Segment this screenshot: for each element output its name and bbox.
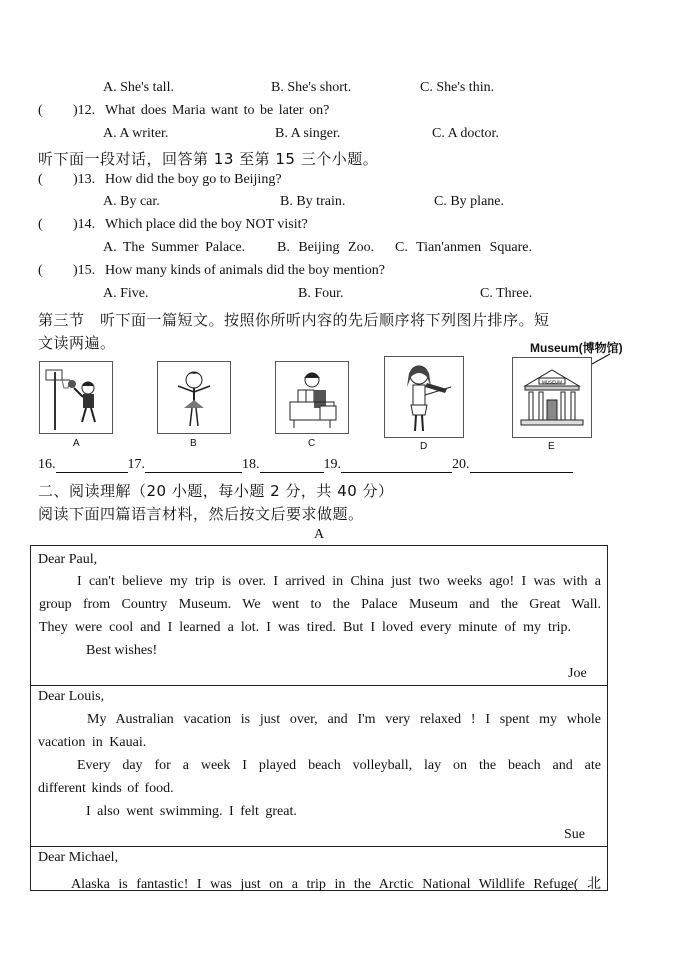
q14-option-c: C. Tian'anmen Square. xyxy=(395,240,532,255)
picture-d-label: D xyxy=(420,441,428,452)
blank-20-label: 20. xyxy=(452,457,470,472)
q11-option-b: B. She's short. xyxy=(271,80,352,95)
instruction-13-15: 听下面一段对话，回答第 13 至第 15 三个小题。 xyxy=(38,150,379,168)
blank-18-label: 18. xyxy=(242,457,260,472)
q12-paren-open: ( xyxy=(38,103,43,118)
picture-a-label: A xyxy=(73,438,80,449)
q15-option-c: C. Three. xyxy=(480,286,533,301)
letter1-closing: Best wishes! xyxy=(86,643,158,658)
q12-number: )12. xyxy=(73,103,96,118)
q14-paren-open: ( xyxy=(38,217,43,232)
q13-paren-open: ( xyxy=(38,172,43,187)
letter1-line1: I can't believe my trip is over. I arrived in China just two weeks ago! I was with a xyxy=(77,574,601,589)
q15-text: How many kinds of animals did the boy mention? xyxy=(105,263,385,278)
blank-19[interactable] xyxy=(341,458,452,473)
museum-sign-text: MUSEUM xyxy=(542,379,562,385)
letter2-greeting: Dear Louis, xyxy=(38,689,105,704)
q11-option-a: A. She's tall. xyxy=(103,80,174,95)
blank-19-label: 19. xyxy=(323,457,341,472)
letter1-line2: group from Country Museum. We went to the Palace Museum and the Great Wall. xyxy=(39,597,601,612)
blank-16[interactable] xyxy=(56,458,128,473)
part2-title: 二、阅读理解（20 小题，每小题 2 分，共 40 分） xyxy=(38,482,394,500)
q14-option-a: A. The Summer Palace. xyxy=(103,240,246,255)
picture-c-label: C xyxy=(308,438,316,449)
letter3-greeting: Dear Michael, xyxy=(38,850,119,865)
letter3-line1: Alaska is fantastic! I was just on a trip in the Arctic National Wildlife Refuge( 北 xyxy=(71,877,601,892)
q12-text: What does Maria want to be later on? xyxy=(105,103,330,118)
q13-text: How did the boy go to Beijing? xyxy=(105,172,282,187)
q12-option-a: A. A writer. xyxy=(103,126,169,141)
picture-e-museum xyxy=(512,357,592,438)
letter1-line3: They were cool and I learned a lot. I was tired. But I loved every minute of my trip. xyxy=(39,620,571,635)
letter1-greeting: Dear Paul, xyxy=(38,552,98,567)
letter2-line5: I also went swimming. I felt great. xyxy=(86,804,297,819)
q15-option-b: B. Four. xyxy=(298,286,344,301)
q12-option-c: C. A doctor. xyxy=(432,126,499,141)
q11-option-c: C. She's thin. xyxy=(420,80,495,95)
q13-option-c: C. By plane. xyxy=(434,194,504,209)
section3-instruction-line2: 文读两遍。 xyxy=(38,334,116,352)
picture-c-reading xyxy=(275,361,349,434)
picture-e-label: E xyxy=(548,441,555,452)
letter2-line2: vacation in Kauai. xyxy=(38,735,147,750)
letter1-signature: Joe xyxy=(568,666,587,681)
blank-20[interactable] xyxy=(470,458,573,473)
blank-16-label: 16. xyxy=(38,457,56,472)
passage-a-label: A xyxy=(314,527,325,542)
q15-number: )15. xyxy=(73,263,96,278)
answer-blanks xyxy=(38,457,573,473)
q14-text: Which place did the boy NOT visit? xyxy=(105,217,308,232)
q15-paren-open: ( xyxy=(38,263,43,278)
picture-a-basketball xyxy=(39,361,113,434)
q14-option-b: B. Beijing Zoo. xyxy=(277,240,375,255)
q13-option-a: A. By car. xyxy=(103,194,160,209)
letter2-signature: Sue xyxy=(564,827,585,842)
q12-option-b: B. A singer. xyxy=(275,126,341,141)
section3-instruction-line1: 第三节 听下面一篇短文。按照你所听内容的先后顺序将下列图片排序。短 xyxy=(38,311,550,329)
blank-18[interactable] xyxy=(260,458,324,473)
museum-callout-label: Museum(博物馆) xyxy=(530,341,623,355)
letter2-line3: Every day for a week I played beach volleyball, lay on the beach and ate xyxy=(77,758,601,773)
letter2-line1: My Australian vacation is just over, and I'm very relaxed ! I spent my whole xyxy=(87,712,601,727)
letter2-line4: different kinds of food. xyxy=(38,781,174,796)
q13-number: )13. xyxy=(73,172,96,187)
q14-number: )14. xyxy=(73,217,96,232)
picture-d-violin xyxy=(384,356,464,438)
letter-divider-2 xyxy=(31,846,607,847)
picture-b-label: B xyxy=(190,438,197,449)
q13-option-b: B. By train. xyxy=(280,194,346,209)
letter-divider-1 xyxy=(31,685,607,686)
picture-b-dancer xyxy=(157,361,231,434)
q15-option-a: A. Five. xyxy=(103,286,149,301)
blank-17-label: 17. xyxy=(127,457,145,472)
letters-box xyxy=(30,545,608,891)
blank-17[interactable] xyxy=(145,458,242,473)
part2-instruction: 阅读下面四篇语言材料，然后按文后要求做题。 xyxy=(38,505,364,523)
